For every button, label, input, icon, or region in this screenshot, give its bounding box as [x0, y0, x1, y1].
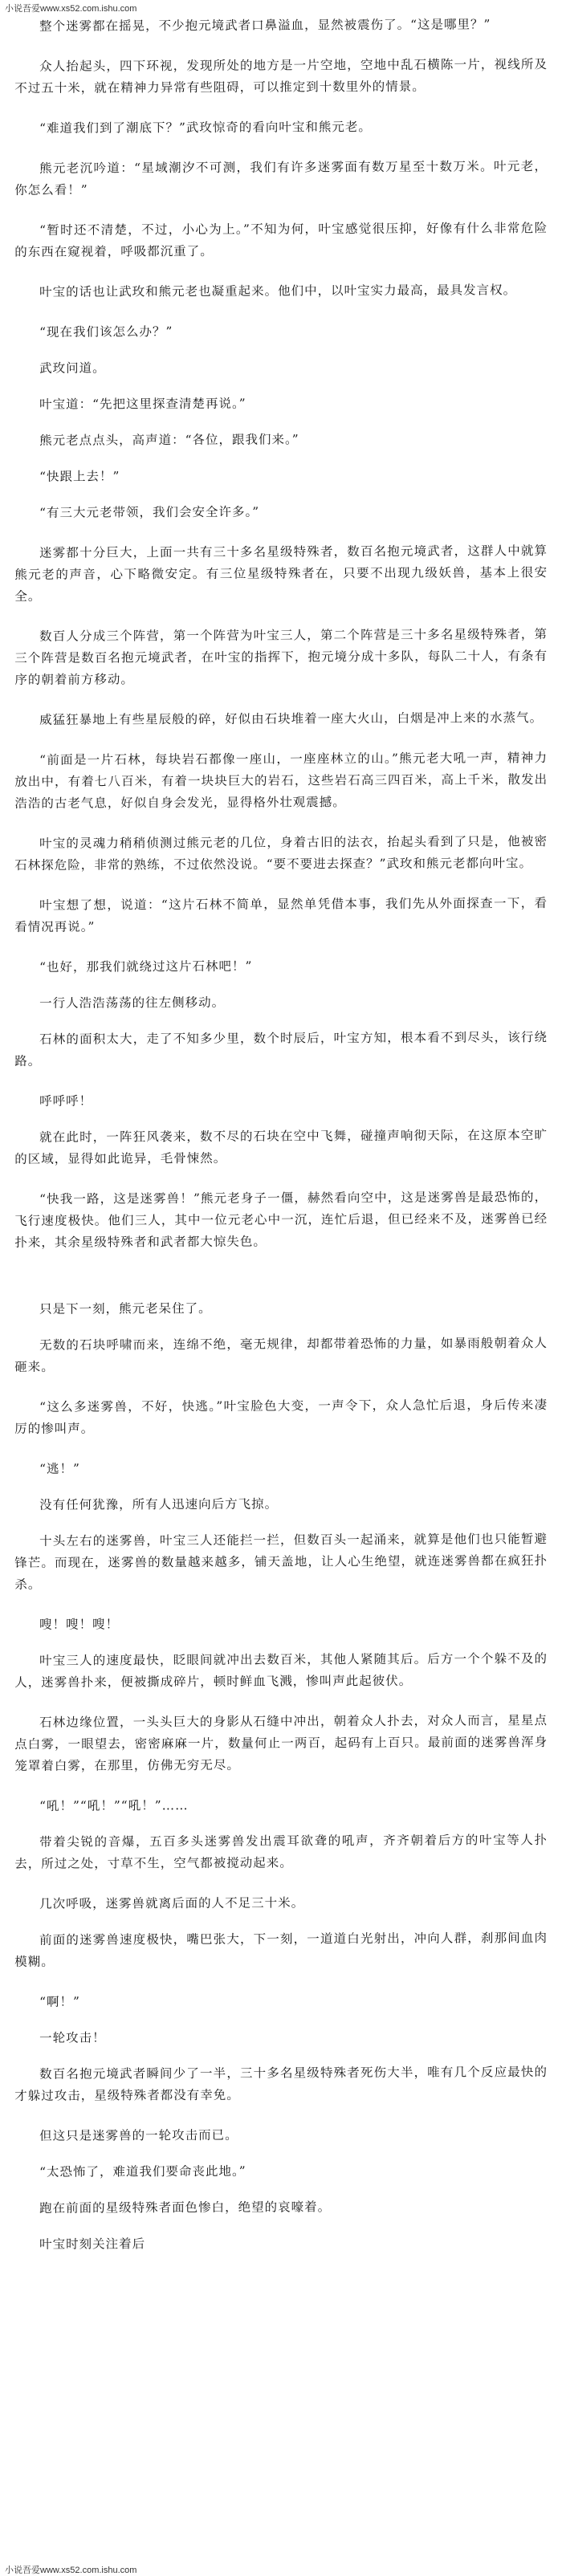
- paragraph: “有三大元老带领，我们会安全许多。”: [39, 504, 260, 520]
- paragraph: “逃！”: [39, 1461, 80, 1476]
- paragraph: “难道我们到了潮底下？”武玫惊奇的看向叶宝和熊元老。: [39, 120, 372, 136]
- paragraph: 石林的面积太大，走了不知多少里，数个时辰后，叶宝方知，根本看不到尽头，该行绕路。: [14, 1030, 548, 1068]
- paragraph: 一行人浩浩荡荡的往左侧移动。: [39, 995, 226, 1011]
- paragraph: “现在我们该怎么办？”: [39, 324, 173, 340]
- paragraph: 呼呼呼！: [39, 1093, 93, 1109]
- paragraph: 十头左右的迷雾兽，叶宝三人还能拦一拦，但数百头一起涌来，就算是他们也只能暂避锋芒。而现在，迷雾兽的数量越来越多，铺天盖地，让人心生绝望，就连迷雾兽都在疯狂扑杀。: [14, 1532, 548, 1592]
- paragraph: 石林边缘位置，一头头巨大的身影从石缝中冲出，朝着众人扑去，对众人而言，星星点点白雾，一眼望去，密密麻麻一片，数量何止一两百，起码有上百只。最前面的迷雾兽浑身笼罩着白雾，在那里，仿佛无穷无尽。: [14, 1713, 548, 1773]
- paragraph: 前面的迷雾兽速度极快，嘴巴张大，下一刻，一道道白光射出，冲向人群，刹那间血肉模糊。: [14, 1931, 548, 1969]
- paragraph: “吼！”“吼！”“吼！”……: [39, 1798, 189, 1813]
- paragraph: “啊！”: [39, 1994, 80, 2009]
- paragraph: 武玫问道。: [39, 360, 106, 376]
- paragraph: “也好，那我们就绕过这片石林吧！”: [39, 958, 253, 975]
- paragraph: “暂时还不清楚，不过，小心为上。”不知为何，叶宝感觉很压抑，好像有什么非常危险的东西在窥视着，呼吸都沉重了。: [14, 221, 548, 259]
- site-watermark-bottom: 小说吾爱www.xs52.com.ishu.com: [5, 2566, 137, 2575]
- paragraph: 众人抬起头，四下环视，发现所处的地方是一片空地，空地中乱石横陈一片，视线所及不过五十米，就在精神力异常有些阻碍，可以推定到十数里外的情景。: [14, 57, 548, 96]
- paragraph: 叶宝的灵魂力稍稍侦测过熊元老的几位，身着古旧的法衣，抬起头看到了只是，他被密石林探危险，非常的熟练，不过依然没说。“要不要进去探查？”武玫和熊元老都向叶宝。: [14, 834, 548, 873]
- paragraph: 嗖！嗖！嗖！: [39, 1617, 120, 1632]
- paragraph: 叶宝时刻关注着后: [39, 2236, 146, 2252]
- paragraph: 但这只是迷雾兽的一轮攻击而已。: [39, 2127, 238, 2143]
- paragraph: 威猛狂暴地上有些星辰般的碎，好似由石块堆着一座大火山，白烟是冲上来的水蒸气。: [39, 710, 544, 727]
- paragraph: 迷雾都十分巨大，上面一共有三十多名星级特殊者，数百名抱元境武者，这群人中就算熊元老的声音，心下略微安定。有三位星级特殊者在，只要不出现九级妖兽，基本上很安全。: [14, 543, 548, 604]
- paragraph: 就在此时，一阵狂风袭来，数不尽的石块在空中飞舞，碰撞声响彻天际，在这原本空旷的区域，显得如此诡异，毛骨悚然。: [14, 1128, 548, 1166]
- paragraph: “快跟上去！”: [39, 469, 120, 484]
- paragraph: 整个迷雾都在摇晃，不少抱元境武者口鼻溢血，显然被震伤了。“这是哪里？”: [39, 17, 491, 34]
- paragraph: 叶宝道：“先把这里探查清楚再说。”: [39, 396, 246, 412]
- paragraph: 叶宝想了想，说道：“这片石林不简单，显然单凭借本事，我们先从外面探查一下，看看情况再说。”: [14, 896, 548, 934]
- paragraph: 没有任何犹豫，所有人迅速向后方飞掠。: [39, 1496, 279, 1512]
- paragraph: 带着尖锐的音爆，五百多头迷雾兽发出震耳欲聋的吼声，齐齐朝着后方的叶宝等人扑去，所过之处，寸草不生，空气都被搅动起来。: [14, 1833, 548, 1871]
- paragraph: “太恐怖了，难道我们要命丧此地。”: [39, 2163, 246, 2179]
- paragraph: 无数的石块呼啸而来，连绵不绝，毫无规律，却都带着恐怖的力量，如暴雨般朝着众人砸来。: [14, 1336, 548, 1374]
- chapter-body: [14, 16, 548, 2270]
- paragraph: 数百名抱元境武者瞬间少了一半，三十多名星级特殊者死伤大半，唯有几个反应最快的才躲过攻击，星级特殊者都没有幸免。: [14, 2065, 548, 2103]
- paragraph: “快我一路，这是迷雾兽！”熊元老身子一僵，赫然看向空中，这是迷雾兽是最恐怖的，飞行速度极快。他们三人，其中一位元老心中一沉，连忙后退，但已经来不及，迷雾兽已经扑来，其余星级特殊者和武者都大惊失色。: [14, 1190, 548, 1250]
- paragraph: 叶宝的话也让武玫和熊元老也凝重起来。他们中，以叶宝实力最高，最具发言权。: [39, 283, 517, 299]
- paragraph: 熊元老沉吟道：“星域潮汐不可测，我们有许多迷雾面有数万星至十数万米。叶元老，你怎么看！”: [14, 159, 548, 197]
- paragraph: 跑在前面的星级特殊者面色惨白，绝望的哀嚎着。: [39, 2200, 332, 2216]
- paragraph: “前面是一片石林，每块岩石都像一座山，一座座林立的山。”熊元老大吼一声，精神力放出中，有着七八百米，有着一块块巨大的岩石，这些岩石高三四百米，高上千米，散发出浩浩的古老气息，好似自身会发光，显得格外壮观震撼。: [14, 751, 548, 811]
- paragraph: 熊元老点点头，高声道：“各位，跟我们来。”: [39, 432, 299, 448]
- site-watermark-top: 小说吾爱www.xs52.com.ishu.com: [5, 4, 137, 14]
- paragraph: 只是下一刻，熊元老呆住了。: [39, 1300, 212, 1316]
- paragraph: 几次呼吸，迷雾兽就离后面的人不足三十米。: [39, 1895, 305, 1911]
- paragraph: “这么多迷雾兽，不好，快逃。”叶宝脸色大变，一声令下，众人急忙后退，身后传来凄厉的惨叫声。: [14, 1398, 548, 1436]
- paragraph: 叶宝三人的速度最快，眨眼间就冲出去数百米，其他人紧随其后。后方一个个躲不及的人，迷雾兽扑来，便被撕成碎片，顿时鲜血飞溅，惨叫声此起彼伏。: [14, 1651, 548, 1690]
- paragraph: 一轮攻击！: [39, 2030, 106, 2045]
- paragraph: 数百人分成三个阵营，第一个阵营为叶宝三人，第二个阵营是三十多名星级特殊者，第三个阵营是数百名抱元境武者，在叶宝的指挥下，抱元境分成十多队，每队二十人，有条有序的朝着前方移动。: [14, 627, 548, 687]
